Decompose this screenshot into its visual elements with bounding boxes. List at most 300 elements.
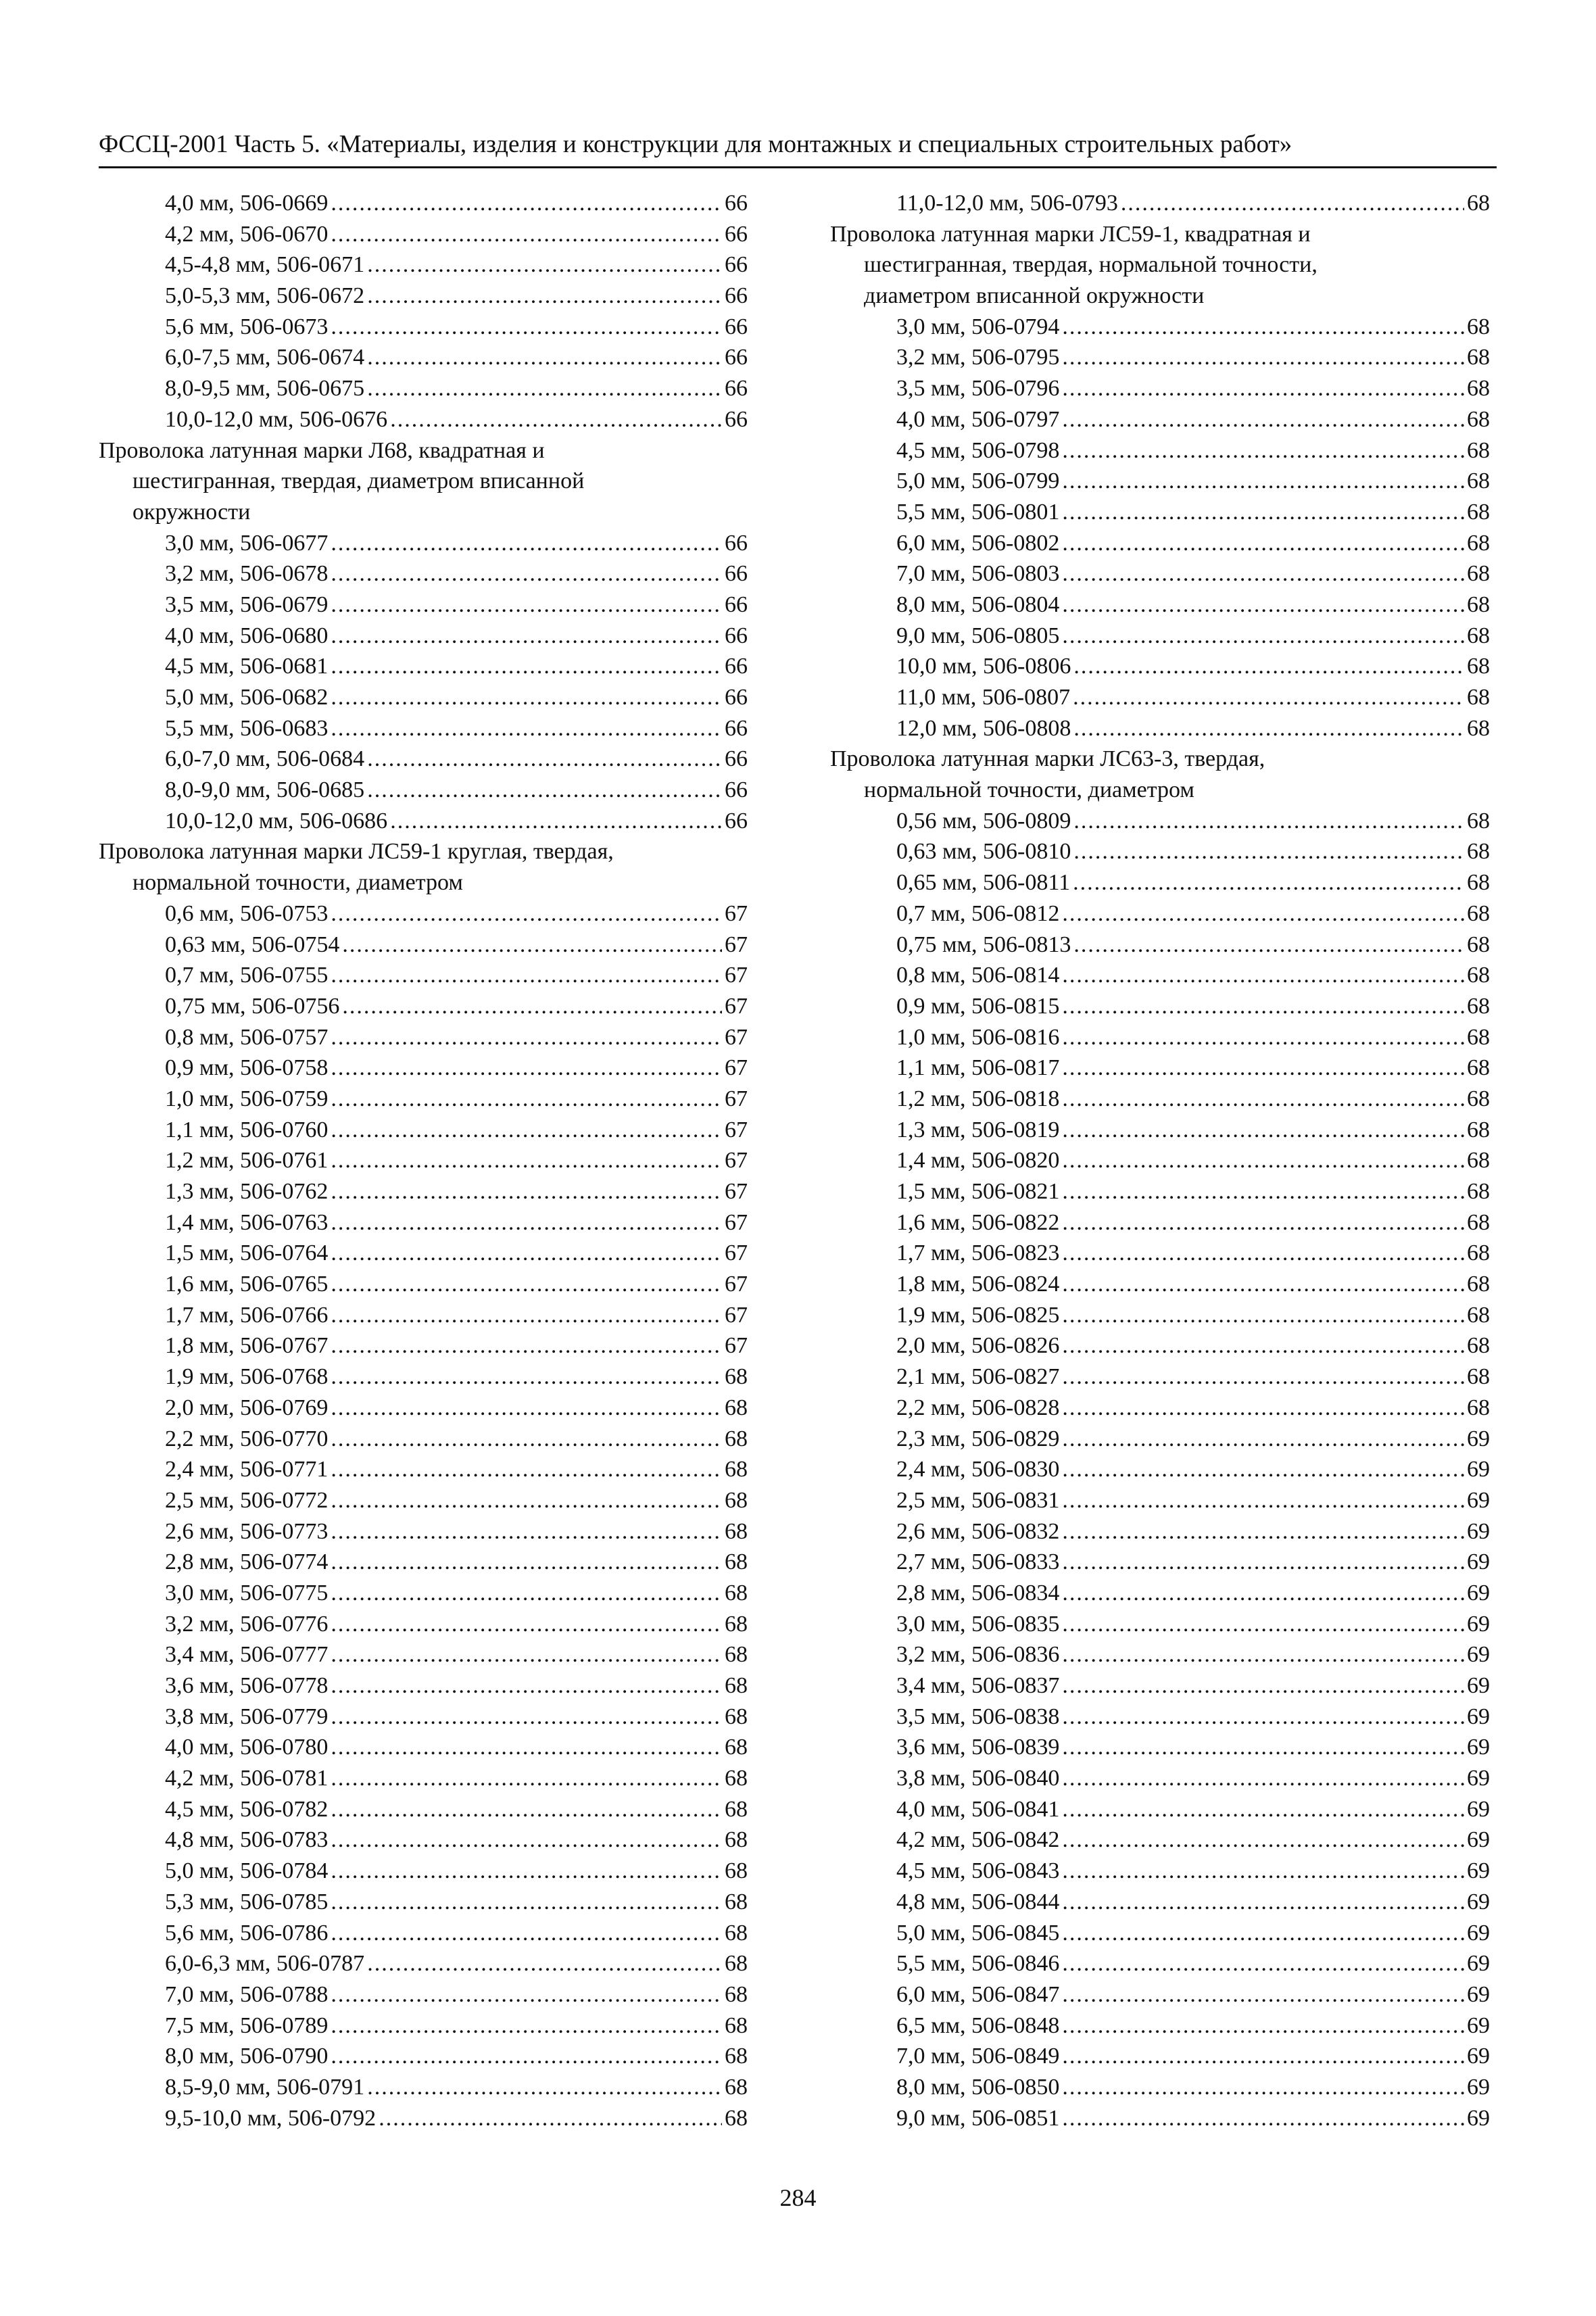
index-entry [99,1300,748,1331]
entry-label: 4,8 мм, 506-0844 [896,1889,1060,1914]
entry-label: 5,5 мм, 506-0846 [896,1951,1060,1977]
entry-label: 4,0 мм, 506-0680 [165,623,329,648]
index-entry [830,1794,1490,1825]
entry-page-number: 66 [725,561,748,587]
dot-leader [331,682,722,713]
entry-page-number: 68 [725,2012,748,2038]
entry-page-number: 66 [725,345,748,370]
entry-page-number: 66 [725,221,748,247]
index-entry [99,1516,748,1547]
dot-leader [1062,898,1464,930]
dot-leader [331,1547,722,1578]
dot-leader [1062,1794,1464,1825]
entry-label: 0,6 мм, 506-0753 [165,900,329,926]
index-entry [99,342,748,373]
entry-label: 3,2 мм, 506-0795 [896,345,1060,370]
index-entry [99,1918,748,1949]
entry-page-number: 66 [725,592,748,617]
dot-leader [1062,342,1464,373]
dot-leader [331,1979,722,2010]
entry-page-number: 69 [1467,2012,1490,2038]
index-entry [99,2072,748,2103]
entry-page-number: 66 [725,406,748,432]
dot-leader [1121,188,1464,219]
entry-page-number: 68 [1467,654,1490,679]
entry-label: 7,0 мм, 506-0788 [165,1981,329,2007]
entry-label: 0,63 мм, 506-0754 [165,932,340,957]
entry-label: 2,4 мм, 506-0830 [896,1457,1060,1482]
entry-page-number: 68 [1467,530,1490,556]
entry-label: 0,7 мм, 506-0755 [165,963,329,988]
dot-leader [331,558,722,589]
dot-leader [331,1424,722,1455]
index-entry [99,1948,748,1979]
entry-label: 0,65 мм, 506-0811 [896,870,1071,896]
entry-label: 0,75 мм, 506-0813 [896,932,1071,957]
index-entry [830,1053,1490,1084]
entry-page-number: 66 [725,715,748,741]
index-entry [99,1330,748,1361]
entry-label: 8,0 мм, 506-0850 [896,2074,1060,2100]
entry-label: 10,0 мм, 506-0806 [896,654,1071,679]
index-entry [99,1361,748,1393]
index-entry [99,1238,748,1269]
index-entry [99,1887,748,1918]
dot-leader [367,744,722,775]
dot-leader [331,1145,722,1176]
entry-label: 2,8 мм, 506-0774 [165,1549,329,1575]
entry-page-number: 68 [725,1766,748,1791]
entry-label: 2,2 мм, 506-0828 [896,1395,1060,1420]
dot-leader [331,898,722,930]
dot-leader [1073,867,1464,898]
entry-page-number: 69 [1467,1580,1490,1606]
dot-leader [331,1670,722,1702]
entry-label: 8,0-9,0 мм, 506-0685 [165,777,365,803]
entry-label: 1,2 мм, 506-0818 [896,1086,1060,1111]
entry-page-number: 68 [1467,932,1490,957]
dot-leader [331,1454,722,1485]
entry-label: 2,5 мм, 506-0831 [896,1487,1060,1513]
entry-label: 1,1 мм, 506-0760 [165,1117,329,1142]
dot-leader [331,589,722,621]
dot-leader [1062,1393,1464,1424]
entry-page-number: 67 [725,1086,748,1111]
entry-label: 4,2 мм, 506-0781 [165,1766,329,1791]
dot-leader [390,404,722,435]
entry-page-number: 68 [725,1796,748,1822]
page-number: 284 [779,2184,817,2211]
entry-page-number: 67 [725,1240,748,1266]
section-heading: окружности [132,499,251,525]
index-entry [830,991,1490,1022]
entry-page-number: 69 [1467,2105,1490,2131]
entry-label: 12,0 мм, 506-0808 [896,715,1071,741]
index-entry [830,373,1490,404]
entry-label: 5,3 мм, 506-0785 [165,1889,329,1914]
index-entry [830,806,1490,837]
entry-page-number: 68 [1467,900,1490,926]
entry-label: 1,6 мм, 506-0765 [165,1272,329,1297]
entry-page-number: 68 [1467,1024,1490,1050]
entry-page-number: 68 [725,1611,748,1637]
entry-label: 11,0-12,0 мм, 506-0793 [896,191,1118,216]
entry-label: 11,0 мм, 506-0807 [896,685,1071,710]
dot-leader [1062,1084,1464,1115]
entry-page-number: 68 [725,1395,748,1420]
entry-label: 2,6 мм, 506-0832 [896,1518,1060,1544]
dot-leader [1062,1238,1464,1269]
dot-leader [1062,435,1464,466]
entry-page-number: 69 [1467,1735,1490,1760]
entry-label: 0,75 мм, 506-0756 [165,993,340,1019]
dot-leader [331,1639,722,1670]
index-entry [830,1424,1490,1455]
index-entry [830,2072,1490,2103]
entry-label: 3,6 мм, 506-0839 [896,1735,1060,1760]
entry-label: 3,2 мм, 506-0776 [165,1611,329,1637]
index-entry [99,1084,748,1115]
entry-label: 4,0 мм, 506-0841 [896,1796,1060,1822]
index-entry [830,1238,1490,1269]
entry-label: 6,0 мм, 506-0802 [896,530,1060,556]
entry-page-number: 68 [1467,870,1490,896]
entry-page-number: 68 [1467,1209,1490,1235]
entry-label: 1,7 мм, 506-0766 [165,1302,329,1328]
entry-page-number: 68 [725,1487,748,1513]
entry-page-number: 69 [1467,1951,1490,1977]
index-entry [830,1702,1490,1733]
entry-page-number: 67 [725,1055,748,1081]
entry-label: 4,0 мм, 506-0669 [165,191,329,216]
entry-page-number: 68 [725,1858,748,1884]
entry-page-number: 68 [1467,1148,1490,1174]
index-entry [99,1609,748,1640]
dot-leader [331,188,722,219]
entry-page-number: 69 [1467,1889,1490,1914]
entry-label: 8,0-9,5 мм, 506-0675 [165,376,365,402]
entry-page-number: 69 [1467,1673,1490,1698]
dot-leader [331,1763,722,1794]
dot-leader [1062,1424,1464,1455]
index-entry [830,960,1490,991]
entry-label: 4,8 мм, 506-0783 [165,1827,329,1853]
dot-leader [1062,2041,1464,2072]
entry-page-number: 66 [725,530,748,556]
entry-page-number: 66 [725,314,748,339]
entry-label: 9,5-10,0 мм, 506-0792 [165,2105,377,2131]
entry-label: 6,5 мм, 506-0848 [896,2012,1060,2038]
index-entry [99,1639,748,1670]
index-entry [830,713,1490,744]
entry-page-number: 67 [725,963,748,988]
index-entry [830,898,1490,930]
dot-leader [331,1794,722,1825]
entry-page-number: 66 [725,376,748,402]
entry-page-number: 67 [725,993,748,1019]
index-entry [99,188,748,219]
index-column-left [99,188,748,2133]
dot-leader [367,249,722,281]
index-entry [830,1145,1490,1176]
dot-leader [1062,1300,1464,1331]
entry-label: 5,0 мм, 506-0799 [896,468,1060,494]
entry-page-number: 68 [725,2074,748,2100]
section-heading: диаметром вписанной окружности [864,283,1205,309]
dot-leader [342,930,722,961]
entry-label: 9,0 мм, 506-0805 [896,623,1060,648]
entry-page-number: 68 [725,1981,748,2007]
entry-label: 4,2 мм, 506-0842 [896,1827,1060,1853]
dot-leader [1062,404,1464,435]
index-entry [830,1639,1490,1670]
section-heading: Проволока латунная марки ЛС63-3, твердая, [830,746,1265,772]
dot-leader [331,1578,722,1609]
dot-leader [331,1207,722,1238]
dot-leader [331,1732,722,1763]
entry-label: 1,6 мм, 506-0822 [896,1209,1060,1235]
entry-label: 8,0 мм, 506-0790 [165,2044,329,2069]
entry-page-number: 68 [725,1426,748,1451]
dot-leader [1062,621,1464,652]
dot-leader [1062,589,1464,621]
entry-label: 2,0 мм, 506-0769 [165,1395,329,1420]
entry-label: 1,3 мм, 506-0819 [896,1117,1060,1142]
dot-leader [1062,466,1464,497]
index-entry [99,806,748,837]
index-entry [99,1176,748,1207]
entry-page-number: 68 [725,1920,748,1946]
dot-leader [367,775,722,806]
dot-leader [1062,558,1464,589]
dot-leader [331,1856,722,1887]
entry-label: 1,9 мм, 506-0825 [896,1302,1060,1328]
entry-label: 2,5 мм, 506-0772 [165,1487,329,1513]
entry-label: 5,0-5,3 мм, 506-0672 [165,283,365,309]
dot-leader [1062,991,1464,1022]
index-entry [99,1269,748,1300]
entry-page-number: 68 [725,1642,748,1668]
index-entry [830,342,1490,373]
dot-leader [390,806,722,837]
index-entry [830,867,1490,898]
entry-label: 9,0 мм, 506-0851 [896,2105,1060,2131]
entry-page-number: 68 [725,1457,748,1482]
index-entry [830,1547,1490,1578]
entry-page-number: 67 [725,1148,748,1174]
entry-label: 6,0-6,3 мм, 506-0787 [165,1951,365,1977]
dot-leader [367,2072,722,2103]
entry-page-number: 69 [1467,1704,1490,1729]
entry-page-number: 68 [1467,1179,1490,1204]
dot-leader [1062,1609,1464,1640]
index-entry [99,1670,748,1702]
entry-page-number: 69 [1467,1487,1490,1513]
entry-label: 4,5 мм, 506-0681 [165,654,329,679]
dot-leader [1062,1485,1464,1516]
index-entry [830,2103,1490,2134]
entry-label: 3,5 мм, 506-0838 [896,1704,1060,1729]
index-entry [99,558,748,589]
entry-page-number: 66 [725,685,748,710]
entry-page-number: 68 [725,2105,748,2131]
entry-label: 3,8 мм, 506-0779 [165,1704,329,1729]
index-entry [99,528,748,559]
dot-leader [331,1238,722,1269]
entry-label: 0,9 мм, 506-0758 [165,1055,329,1081]
index-entry [830,621,1490,652]
entry-label: 10,0-12,0 мм, 506-0676 [165,406,388,432]
dot-leader [331,1825,722,1856]
entry-label: 5,0 мм, 506-0845 [896,1920,1060,1946]
entry-label: 3,4 мм, 506-0777 [165,1642,329,1668]
index-entry [830,1115,1490,1146]
entry-label: 3,0 мм, 506-0775 [165,1580,329,1606]
entry-label: 1,2 мм, 506-0761 [165,1148,329,1174]
dot-leader [331,1084,722,1115]
entry-label: 0,8 мм, 506-0757 [165,1024,329,1050]
index-entry [830,1207,1490,1238]
entry-page-number: 68 [725,1704,748,1729]
entry-label: 3,2 мм, 506-0836 [896,1642,1060,1668]
entry-label: 8,5-9,0 мм, 506-0791 [165,2074,365,2100]
entry-label: 4,5-4,8 мм, 506-0671 [165,252,365,278]
entry-page-number: 68 [1467,808,1490,834]
entry-page-number: 69 [1467,1796,1490,1822]
entry-page-number: 68 [1467,1272,1490,1297]
entry-page-number: 69 [1467,1457,1490,1482]
index-entry [99,682,748,713]
index-entry [99,1547,748,1578]
dot-leader [367,342,722,373]
index-entry [99,621,748,652]
entry-label: 1,0 мм, 506-0816 [896,1024,1060,1050]
entry-label: 1,1 мм, 506-0817 [896,1055,1060,1081]
entry-label: 0,7 мм, 506-0812 [896,900,1060,926]
index-entry [830,1300,1490,1331]
dot-leader [1062,1887,1464,1918]
index-entry [830,1948,1490,1979]
entry-page-number: 69 [1467,1858,1490,1884]
entry-label: 3,2 мм, 506-0678 [165,561,329,587]
entry-page-number: 69 [1467,1920,1490,1946]
entry-label: 2,2 мм, 506-0770 [165,1426,329,1451]
dot-leader [331,1887,722,1918]
dot-leader [1062,2103,1464,2134]
index-entry [99,589,748,621]
index-entry [99,1825,748,1856]
dot-leader [1062,1979,1464,2010]
entry-page-number: 68 [1467,406,1490,432]
entry-label: 1,4 мм, 506-0820 [896,1148,1060,1174]
entry-label: 6,0 мм, 506-0847 [896,1981,1060,2007]
entry-page-number: 67 [725,900,748,926]
entry-page-number: 68 [1467,561,1490,587]
dot-leader [331,2041,722,2072]
entry-label: 7,0 мм, 506-0803 [896,561,1060,587]
entry-label: 3,5 мм, 506-0679 [165,592,329,617]
entry-page-number: 69 [1467,1549,1490,1575]
entry-page-number: 67 [725,1209,748,1235]
index-entry [99,744,748,775]
dot-leader [1073,806,1464,837]
section-heading: шестигранная, твердая, нормальной точности, [864,252,1317,278]
dot-leader [1062,2010,1464,2042]
entry-label: 2,6 мм, 506-0773 [165,1518,329,1544]
dot-leader [331,528,722,559]
entry-page-number: 68 [1467,1086,1490,1111]
entry-label: 2,4 мм, 506-0771 [165,1457,329,1482]
dot-leader [331,1485,722,1516]
index-entry [99,2010,748,2042]
index-entry [830,1918,1490,1949]
index-entry [830,930,1490,961]
dot-leader [331,1300,722,1331]
dot-leader [1062,1918,1464,1949]
entry-page-number: 68 [1467,345,1490,370]
dot-leader [331,1361,722,1393]
index-entry [99,1145,748,1176]
index-entry [830,188,1490,219]
dot-leader [1062,1269,1464,1300]
entry-label: 4,5 мм, 506-0798 [896,437,1060,463]
dot-leader [1062,373,1464,404]
index-entry [99,1702,748,1733]
index-entry [830,1763,1490,1794]
section-heading: Проволока латунная марки ЛС59-1 круглая, твердая, [99,839,614,865]
index-entry [830,1856,1490,1887]
index-entry [99,775,748,806]
index-entry [830,1732,1490,1763]
entry-page-number: 66 [725,623,748,648]
index-entry [830,1887,1490,1918]
entry-label: 0,9 мм, 506-0815 [896,993,1060,1019]
entry-label: 5,6 мм, 506-0673 [165,314,329,339]
index-entry [99,1424,748,1455]
entry-label: 3,6 мм, 506-0778 [165,1673,329,1698]
dot-leader [1062,1547,1464,1578]
entry-label: 3,0 мм, 506-0835 [896,1611,1060,1637]
entry-page-number: 68 [1467,993,1490,1019]
dot-leader [1062,1053,1464,1084]
index-entry [830,497,1490,528]
dot-leader [331,1918,722,1949]
entry-page-number: 69 [1467,1611,1490,1637]
entry-page-number: 68 [1467,314,1490,339]
dot-leader [331,1330,722,1361]
dot-leader [331,2010,722,2042]
entry-page-number: 66 [725,283,748,309]
dot-leader [1062,960,1464,991]
index-entry [830,1516,1490,1547]
dot-leader [331,1022,722,1053]
page-header: ФССЦ-2001 Часть 5. «Материалы, изделия и конструкции для монтажных и специальных строительных работ» [99,130,1292,158]
entry-page-number: 67 [725,1333,748,1359]
entry-page-number: 68 [1467,839,1490,865]
entry-page-number: 68 [725,1673,748,1698]
dot-leader [331,1609,722,1640]
entry-label: 1,8 мм, 506-0824 [896,1272,1060,1297]
index-entry [830,1979,1490,2010]
entry-page-number: 68 [725,1580,748,1606]
dot-leader [342,991,722,1022]
dot-leader [1062,2072,1464,2103]
index-entry [830,466,1490,497]
entry-label: 3,0 мм, 506-0677 [165,530,329,556]
index-column-right [830,188,1490,2133]
entry-label: 5,0 мм, 506-0682 [165,685,329,710]
index-entry [99,1763,748,1794]
